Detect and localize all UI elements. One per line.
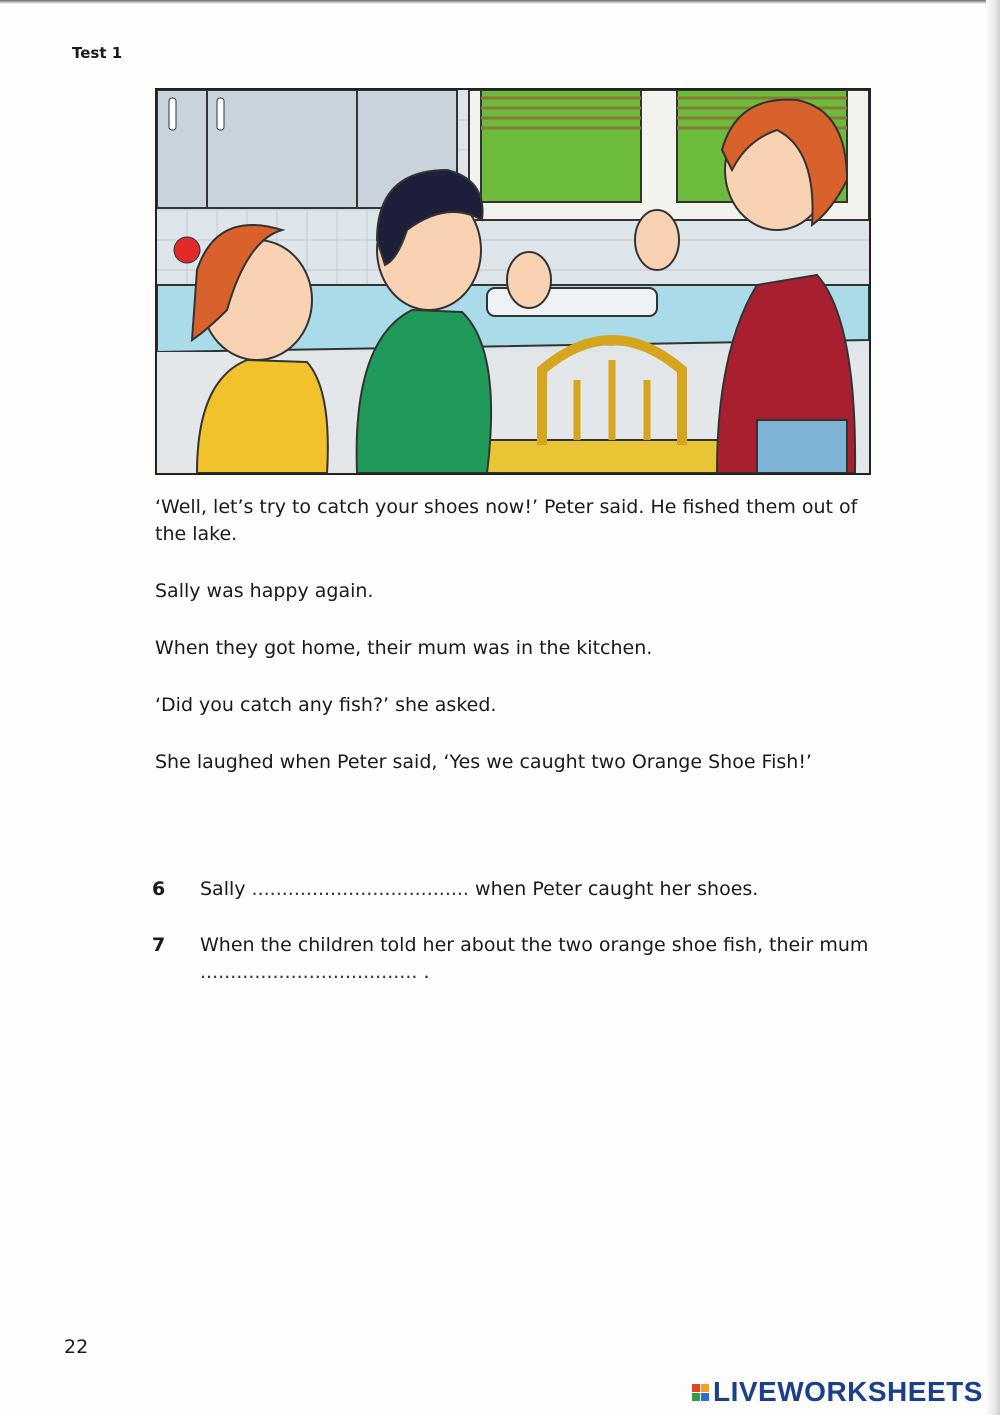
story-paragraph: ‘Well, let’s try to catch your shoes now!’ Peter said. He fished them out of the lake.	[155, 496, 858, 545]
brand-text: LIVEWORKSHEETS	[713, 1376, 983, 1407]
question-6	[152, 876, 882, 903]
question-text-before: Sally	[200, 878, 252, 900]
liveworksheets-logo	[692, 1376, 983, 1408]
scan-edge-right	[986, 0, 1000, 1415]
answer-blank[interactable]: ....................................	[251, 878, 469, 900]
question-7	[152, 932, 882, 986]
story-paragraph: She laughed when Peter said, ‘Yes we caught two Orange Shoe Fish!’	[155, 751, 812, 773]
question-text-before: When the children told her about the two orange shoe fish, their mum	[200, 934, 869, 956]
question-body	[200, 932, 882, 986]
story-paragraph: When they got home, their mum was in the kitchen.	[155, 637, 653, 659]
question-number: 6	[152, 878, 166, 900]
question-number: 7	[152, 934, 166, 956]
story-paragraph: Sally was happy again.	[155, 580, 374, 602]
test-label: Test 1	[72, 44, 123, 62]
story-text	[155, 494, 875, 806]
scan-edge-top	[0, 0, 1000, 4]
question-text-after: .	[417, 961, 430, 983]
answer-blank[interactable]: ....................................	[200, 961, 418, 983]
question-body	[200, 876, 882, 903]
page-number: 22	[64, 1336, 89, 1358]
story-paragraph: ‘Did you catch any fish?’ she asked.	[155, 694, 497, 716]
liveworksheets-logo-icon	[692, 1384, 709, 1401]
kitchen-scene-illustration	[155, 88, 871, 475]
question-text-after: when Peter caught her shoes.	[468, 878, 759, 900]
